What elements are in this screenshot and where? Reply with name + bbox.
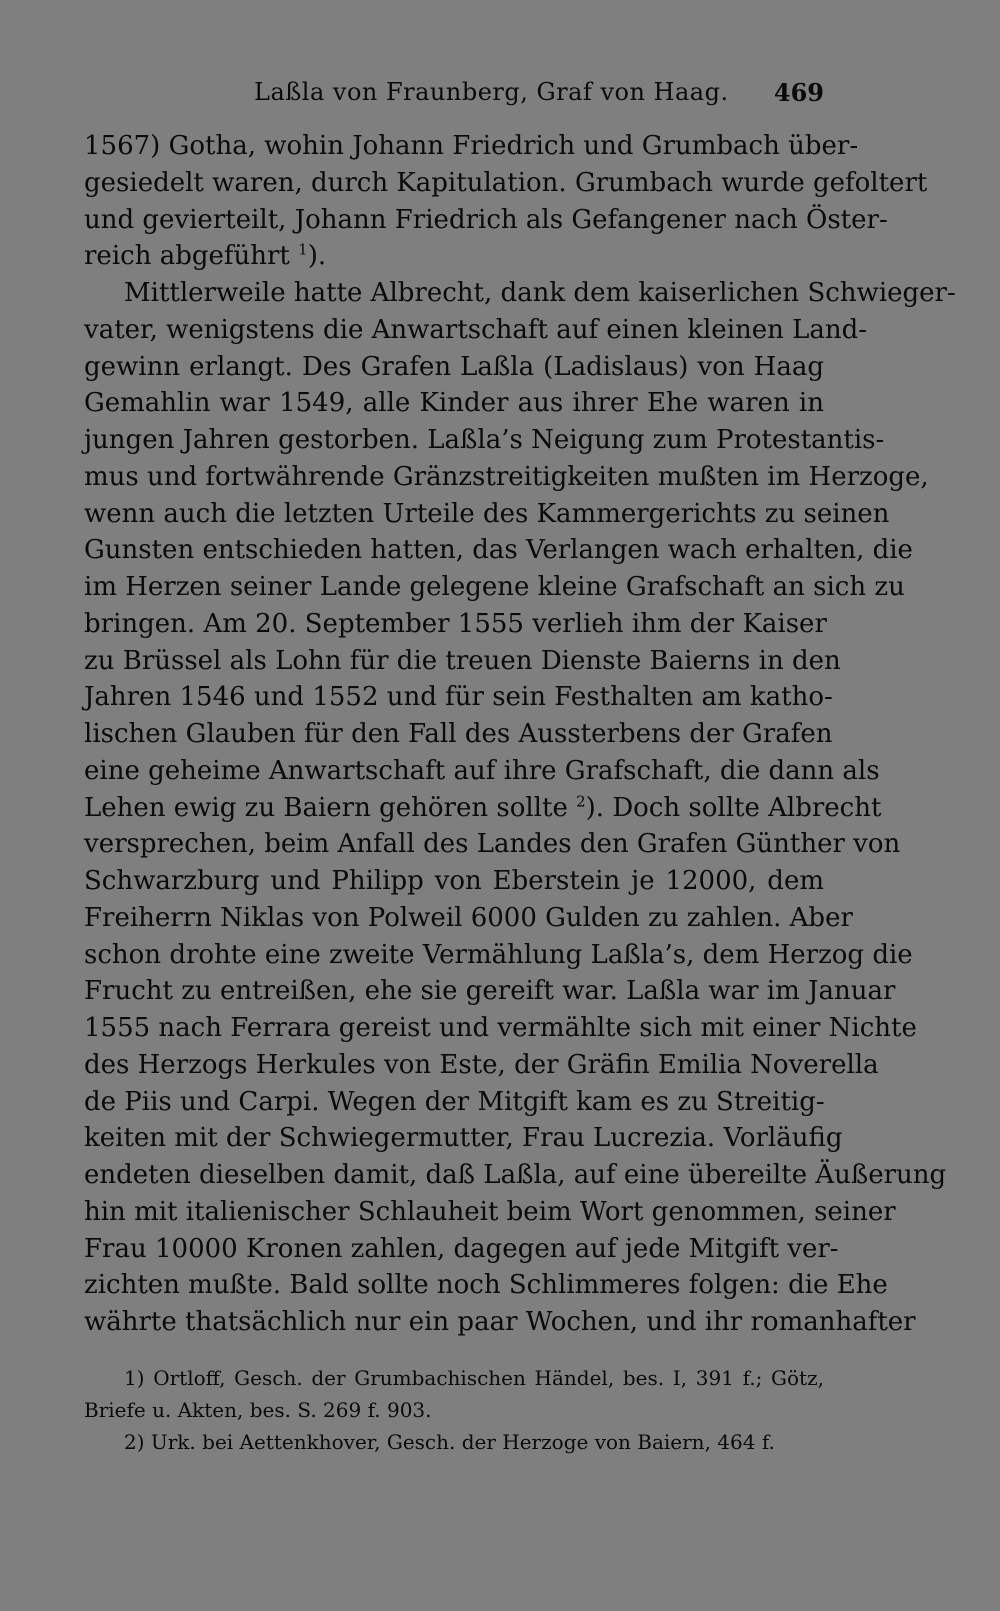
text-line: bringen. Am 20. September 1555 verlieh ihm der Kaiser <box>84 608 827 639</box>
text-line: im Herzen seiner Lande gelegene kleine Grafschaft an sich zu <box>84 572 905 602</box>
text-line: versprechen, beim Anfall des Landes den Grafen Günther von <box>84 829 901 860</box>
text-segment: ). Doch sollte Albrecht <box>585 792 882 823</box>
text-line: wenn auch die letzten Urteile des Kammergerichts zu seinen <box>84 498 890 529</box>
footnote-2: 2) Urk. bei Aettenkhover, Gesch. der Herzoge von Baiern, 464 f. <box>124 1430 775 1454</box>
text-segment: Lehen ewig zu Baiern gehören sollte <box>84 792 568 823</box>
footnote-1: 1) Ortloff, Gesch. der Grumbachischen Händel, bes. I, 391 f.; Götz, <box>124 1366 824 1390</box>
text-line: Gunsten entschieden hatten, das Verlangen wach erhalten, die <box>84 535 913 566</box>
text-line: und gevierteilt, Johann Friedrich als Gefangener nach Öster- <box>84 204 888 235</box>
text-line: eine geheime Anwartschaft auf ihre Grafschaft, die dann als <box>84 755 880 786</box>
text-line <box>84 790 882 827</box>
text-line: lischen Glauben für den Fall des Aussterbens der Grafen <box>84 719 833 749</box>
text-line: endeten dieselben damit, daß Laßla, auf eine übereilte Äußerung <box>84 1160 947 1190</box>
text-line: des Herzogs Herkules von Este, der Gräfin Emilia Noverella <box>84 1049 879 1080</box>
text-line: de Piis und Carpi. Wegen der Mitgift kam es zu Streitig- <box>84 1086 825 1117</box>
text-line: jungen Jahren gestorben. Laßla’s Neigung zum Protestantis- <box>84 425 885 455</box>
footnote-marker: 2 <box>576 791 586 810</box>
running-title: Laßla von Fraunberg, Graf von Haag. <box>254 78 729 106</box>
text-line: schon drohte eine zweite Vermählung Laßla’s, dem Herzog die <box>84 939 913 970</box>
text-line: zichten mußte. Bald sollte noch Schlimmeres folgen: die Ehe <box>84 1270 888 1301</box>
body-text <box>84 128 956 1341</box>
text-line: Jahren 1546 und 1552 und für sein Festhalten am katho- <box>84 682 833 713</box>
text-line: Frau 10000 Kronen zahlen, dagegen auf jede Mitgift ver- <box>84 1233 839 1264</box>
text-line: Schwarzburg und Philipp von Eberstein je 12000, dem <box>84 866 824 896</box>
page-number: 469 <box>773 78 824 107</box>
text-line <box>84 238 824 275</box>
text-line: hin mit italienischer Schlauheit beim Wort genommen, seiner <box>84 1196 896 1227</box>
text-line: gesiedelt waren, durch Kapitulation. Grumbach wurde gefoltert <box>84 167 928 198</box>
text-line: mus und fortwährende Gränzstreitigkeiten mußten im Herzoge, <box>84 461 929 492</box>
text-line: gewinn erlangt. Des Grafen Laßla (Ladislaus) von Haag <box>84 351 824 382</box>
text-line: währte thatsächlich nur ein paar Wochen, und ihr romanhafter <box>84 1307 916 1337</box>
text-line: vater, wenigstens die Anwartschaft auf einen kleinen Land- <box>84 314 868 345</box>
text-line: Frucht zu entreißen, ehe sie gereift war. Laßla war im Januar <box>84 976 896 1007</box>
text-line: Gemahlin war 1549, alle Kinder aus ihrer Ehe waren in <box>84 388 824 419</box>
text-line: zu Brüssel als Lohn für die treuen Dienste Baierns in den <box>84 645 841 676</box>
text-segment: ). <box>307 241 327 272</box>
footnote-marker: 1 <box>298 240 308 259</box>
text-line: 1555 nach Ferrara gereist und vermählte sich mit einer Nichte <box>84 1013 917 1043</box>
text-line: Mittlerweile hatte Albrecht, dank dem kaiserlichen Schwieger- <box>124 278 956 308</box>
text-line: 1567) Gotha, wohin Johann Friedrich und Grumbach über- <box>84 131 859 161</box>
text-segment: reich abgeführt <box>84 241 290 272</box>
footnotes <box>84 1362 824 1458</box>
page-header <box>84 72 824 112</box>
text-line: keiten mit der Schwiegermutter, Frau Lucrezia. Vorläufig <box>84 1123 843 1154</box>
footnote-1-continuation: Briefe u. Akten, bes. S. 269 f. 903. <box>84 1398 432 1422</box>
text-line: Freiherrn Niklas von Polweil 6000 Gulden zu zahlen. Aber <box>84 902 853 933</box>
